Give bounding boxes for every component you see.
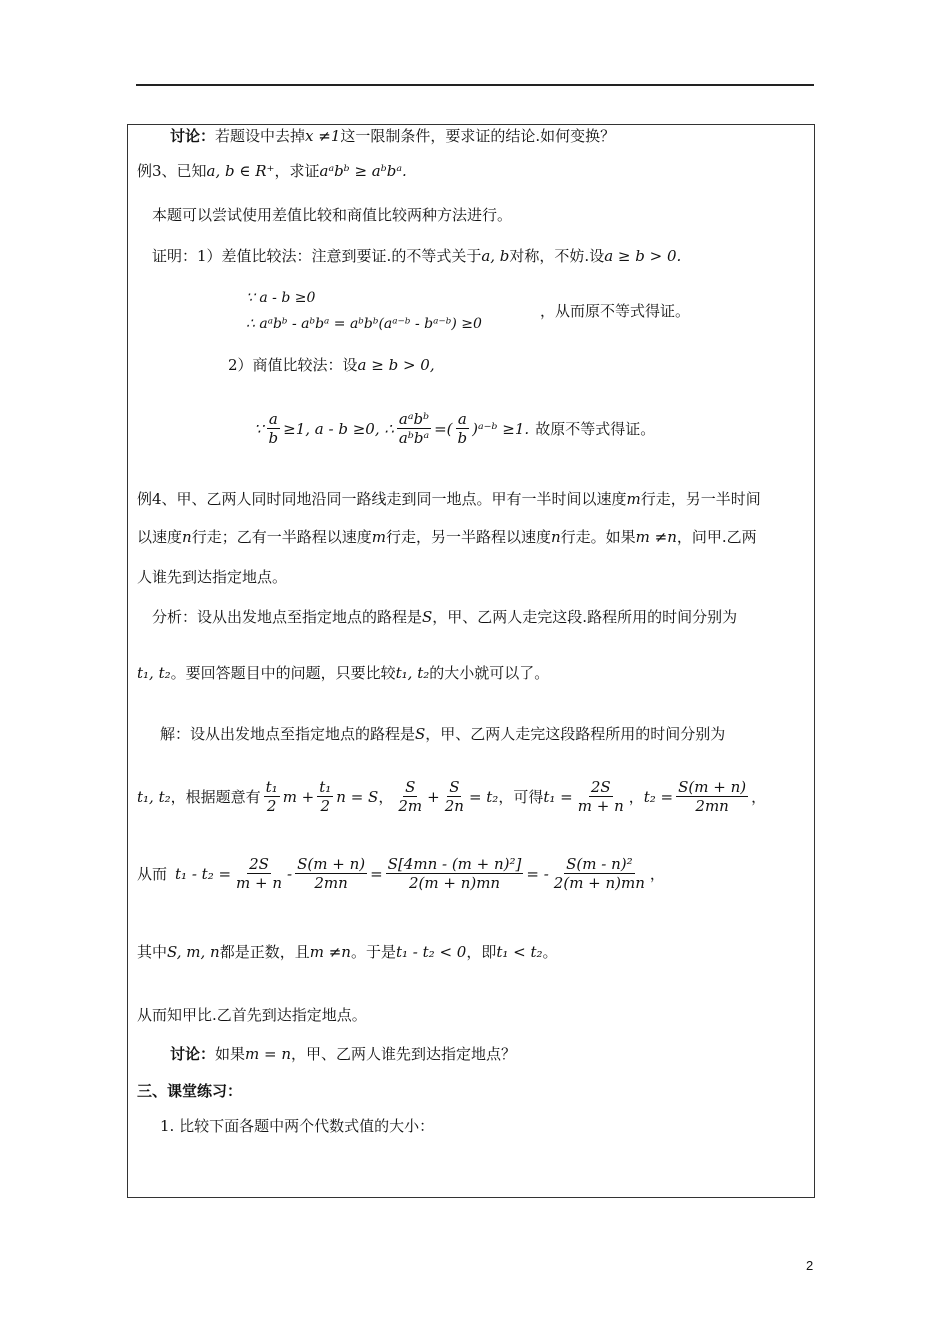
fraction: $\frac{S(m + n)}{2mn}$: [297, 855, 366, 892]
page-number: 2: [806, 1258, 814, 1273]
proof1-step2: ∴ aᵃbᵇ - aᵇbᵃ = aᵇbᵇ(aᵃ⁻ᵇ - bᵃ⁻ᵇ) ≥0: [246, 316, 482, 332]
example-3: 例3、已知a, b ∈ R⁺，求证aᵃbᵇ ≥ aᵇbᵃ.: [137, 162, 407, 180]
solution-line-1: 解：设从出发地点至指定地点的路程是S，甲、乙两人走完这段路程所用的时间分别为: [160, 725, 726, 743]
fraction: $\frac{a}{b}$: [268, 410, 279, 447]
proof-quotient-method: 2）商值比较法：设a ≥ b > 0,: [228, 356, 435, 374]
inline-math: x ≠1: [305, 127, 341, 145]
fraction: $\frac{\text{aᵃbᵇ}}{\text{aᵇbᵃ}}$: [398, 410, 430, 447]
analysis-line-2: t₁, t₂。要回答题目中的问题，只要比较t₁, t₂的大小就可以了。: [137, 664, 550, 682]
fraction: $\frac{a}{b}$: [457, 410, 468, 447]
solution-difference: 从而 t₁ - t₂ = $\frac{2S}{m + n}$ - $\frac{S(m + n)}{2mn}$ = $\frac{\text{S[4mn - (m + n)²]}}{2(m + n)mn}$ = - $\frac{\text{S(m - n)²}}{2(m + n)mn}$ ，: [137, 855, 665, 892]
fraction: $\frac{S}{2n}$: [444, 778, 464, 815]
intro-text: 本题可以尝试使用差值比较和商值比较两种方法进行。: [152, 206, 513, 224]
solution-conclusion: 从而知甲比.乙首先到达指定地点。: [137, 1006, 367, 1024]
fraction: $\frac{2S}{m + n}$: [577, 778, 624, 815]
fraction: $\frac{\text{t₁}}{2}$: [319, 778, 332, 815]
header-rule: [136, 84, 814, 86]
proof1-conclusion: ，从而原不等式得证。: [540, 302, 691, 320]
fraction: $\frac{S}{2m}$: [398, 778, 423, 815]
content-table: [127, 124, 815, 1198]
proof-difference-method: 证明：1）差值比较法：注意到要证.的不等式关于a, b对称，不妨.设a ≥ b > 0.: [152, 247, 682, 265]
exercise-1: 1. 比较下面各题中两个代数式值的大小：: [160, 1117, 435, 1135]
solution-result: 其中S, m, n都是正数，且m ≠n。于是t₁ - t₂ < 0，即t₁ < t₂。: [137, 943, 558, 961]
discussion-label: 讨论：: [170, 1045, 216, 1063]
discussion-label: 讨论：: [170, 127, 216, 145]
proof1-step1: ∵ a - b ≥0: [246, 290, 316, 306]
analysis-line-1: 分析：设从出发地点至指定地点的路程是S，甲、乙两人走完这段.路程所用的时间分别为: [152, 608, 738, 626]
proof2-derivation: ∵ $\frac{a}{b}$ ≥1, a - b ≥0, ∴ $\frac{\text{aᵃbᵇ}}{\text{aᵇbᵃ}}$ =( $\frac{a}{b}$ )ᵃ⁻ᵇ ≥1. 故原不等式得证。: [254, 410, 656, 447]
example-4-line-1: 例4、甲、乙两人同时同地沿同一路线走到同一地点。甲有一半时间以速度m行走，另一半时间: [137, 490, 761, 508]
discussion-2: 讨论：如果m = n，甲、乙两人谁先到达指定地点？: [170, 1045, 517, 1063]
example-4-line-3: 人谁先到达指定地点。: [137, 568, 288, 586]
fraction: $\frac{S(m + n)}{2mn}$: [678, 778, 747, 815]
fraction: $\frac{2S}{m + n}$: [236, 855, 283, 892]
discussion-1: 讨论：若题设中去掉x ≠1这一限制条件，要求证的结论.如何变换？: [170, 127, 616, 145]
section-heading-practice: 三、课堂练习：: [137, 1082, 243, 1100]
example-4-line-2: 以速度n行走；乙有一半路程以速度m行走，另一半路程以速度n行走。如果m ≠n，问甲.乙两: [137, 528, 757, 546]
fraction: $\frac{\text{t₁}}{2}$: [265, 778, 278, 815]
fraction: $\frac{\text{S(m - n)²}}{2(m + n)mn}$: [553, 855, 645, 892]
fraction: $\frac{\text{S[4mn - (m + n)²]}}{2(m + n)mn}$: [387, 855, 522, 892]
solution-equations: t₁, t₂ ，根据题意有 $\frac{\text{t₁}}{2}$ m + $\frac{\text{t₁}}{2}$ n = S ， $\frac{S}{2m}$ + $\frac{S}{2n}$ = t₂ ，可得 t₁ = $\frac{2S}{m + n}$ ， t₂ = $\frac{S(m + n)}{2mn}$ ，: [137, 778, 767, 815]
